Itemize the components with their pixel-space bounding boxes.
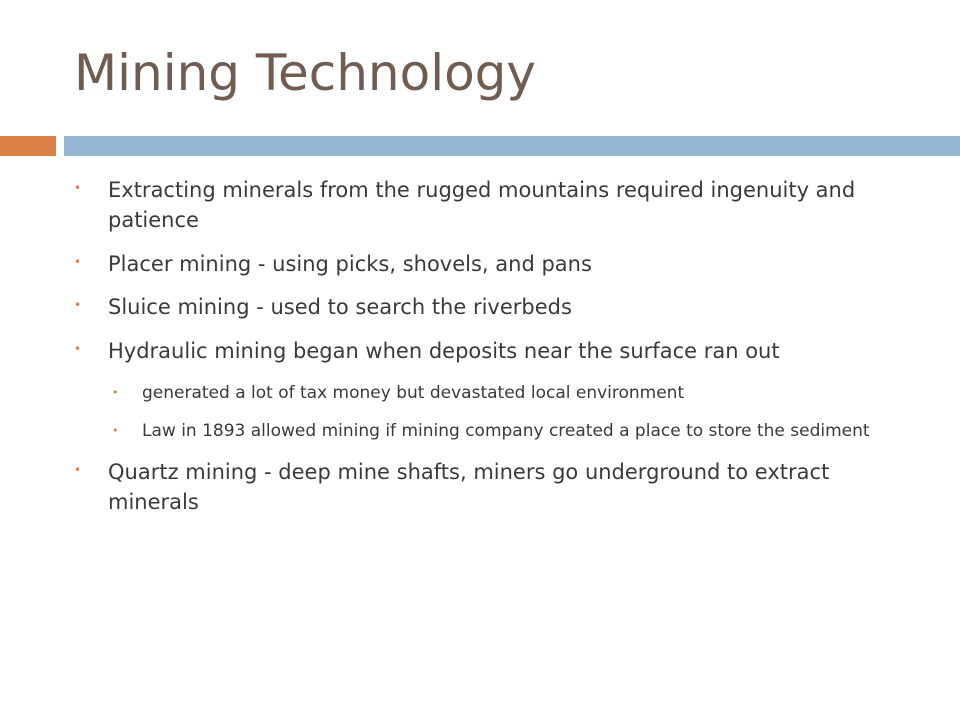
bullet-item — [74, 293, 914, 323]
sub-bullet-item — [108, 419, 914, 445]
bullet-item — [74, 458, 914, 518]
bullet-text: Quartz mining - deep mine shafts, miners go underground to extract minerals — [108, 460, 830, 514]
sub-bullet-text: generated a lot of tax money but devastated local environment — [142, 383, 685, 404]
sub-bullet-text: Law in 1893 allowed mining if mining company created a place to store the sediment — [142, 420, 870, 441]
slide-title: Mining Technology — [74, 44, 537, 102]
title-divider-band — [64, 136, 960, 156]
bullet-text: Extracting minerals from the rugged mountains required ingenuity and patience — [108, 178, 856, 232]
bullet-text: Placer mining - using picks, shovels, and pans — [108, 251, 592, 276]
title-accent-bar — [0, 136, 56, 156]
sub-bullet-list — [108, 381, 914, 444]
bullet-item — [74, 176, 914, 236]
bullet-item — [74, 250, 914, 280]
slide-body — [74, 176, 914, 532]
sub-bullet-item — [108, 381, 914, 407]
bullet-list — [74, 176, 914, 518]
bullet-item — [74, 337, 914, 444]
bullet-text: Hydraulic mining began when deposits near the surface ran out — [108, 339, 780, 364]
bullet-text: Sluice mining - used to search the riverbeds — [108, 295, 572, 320]
